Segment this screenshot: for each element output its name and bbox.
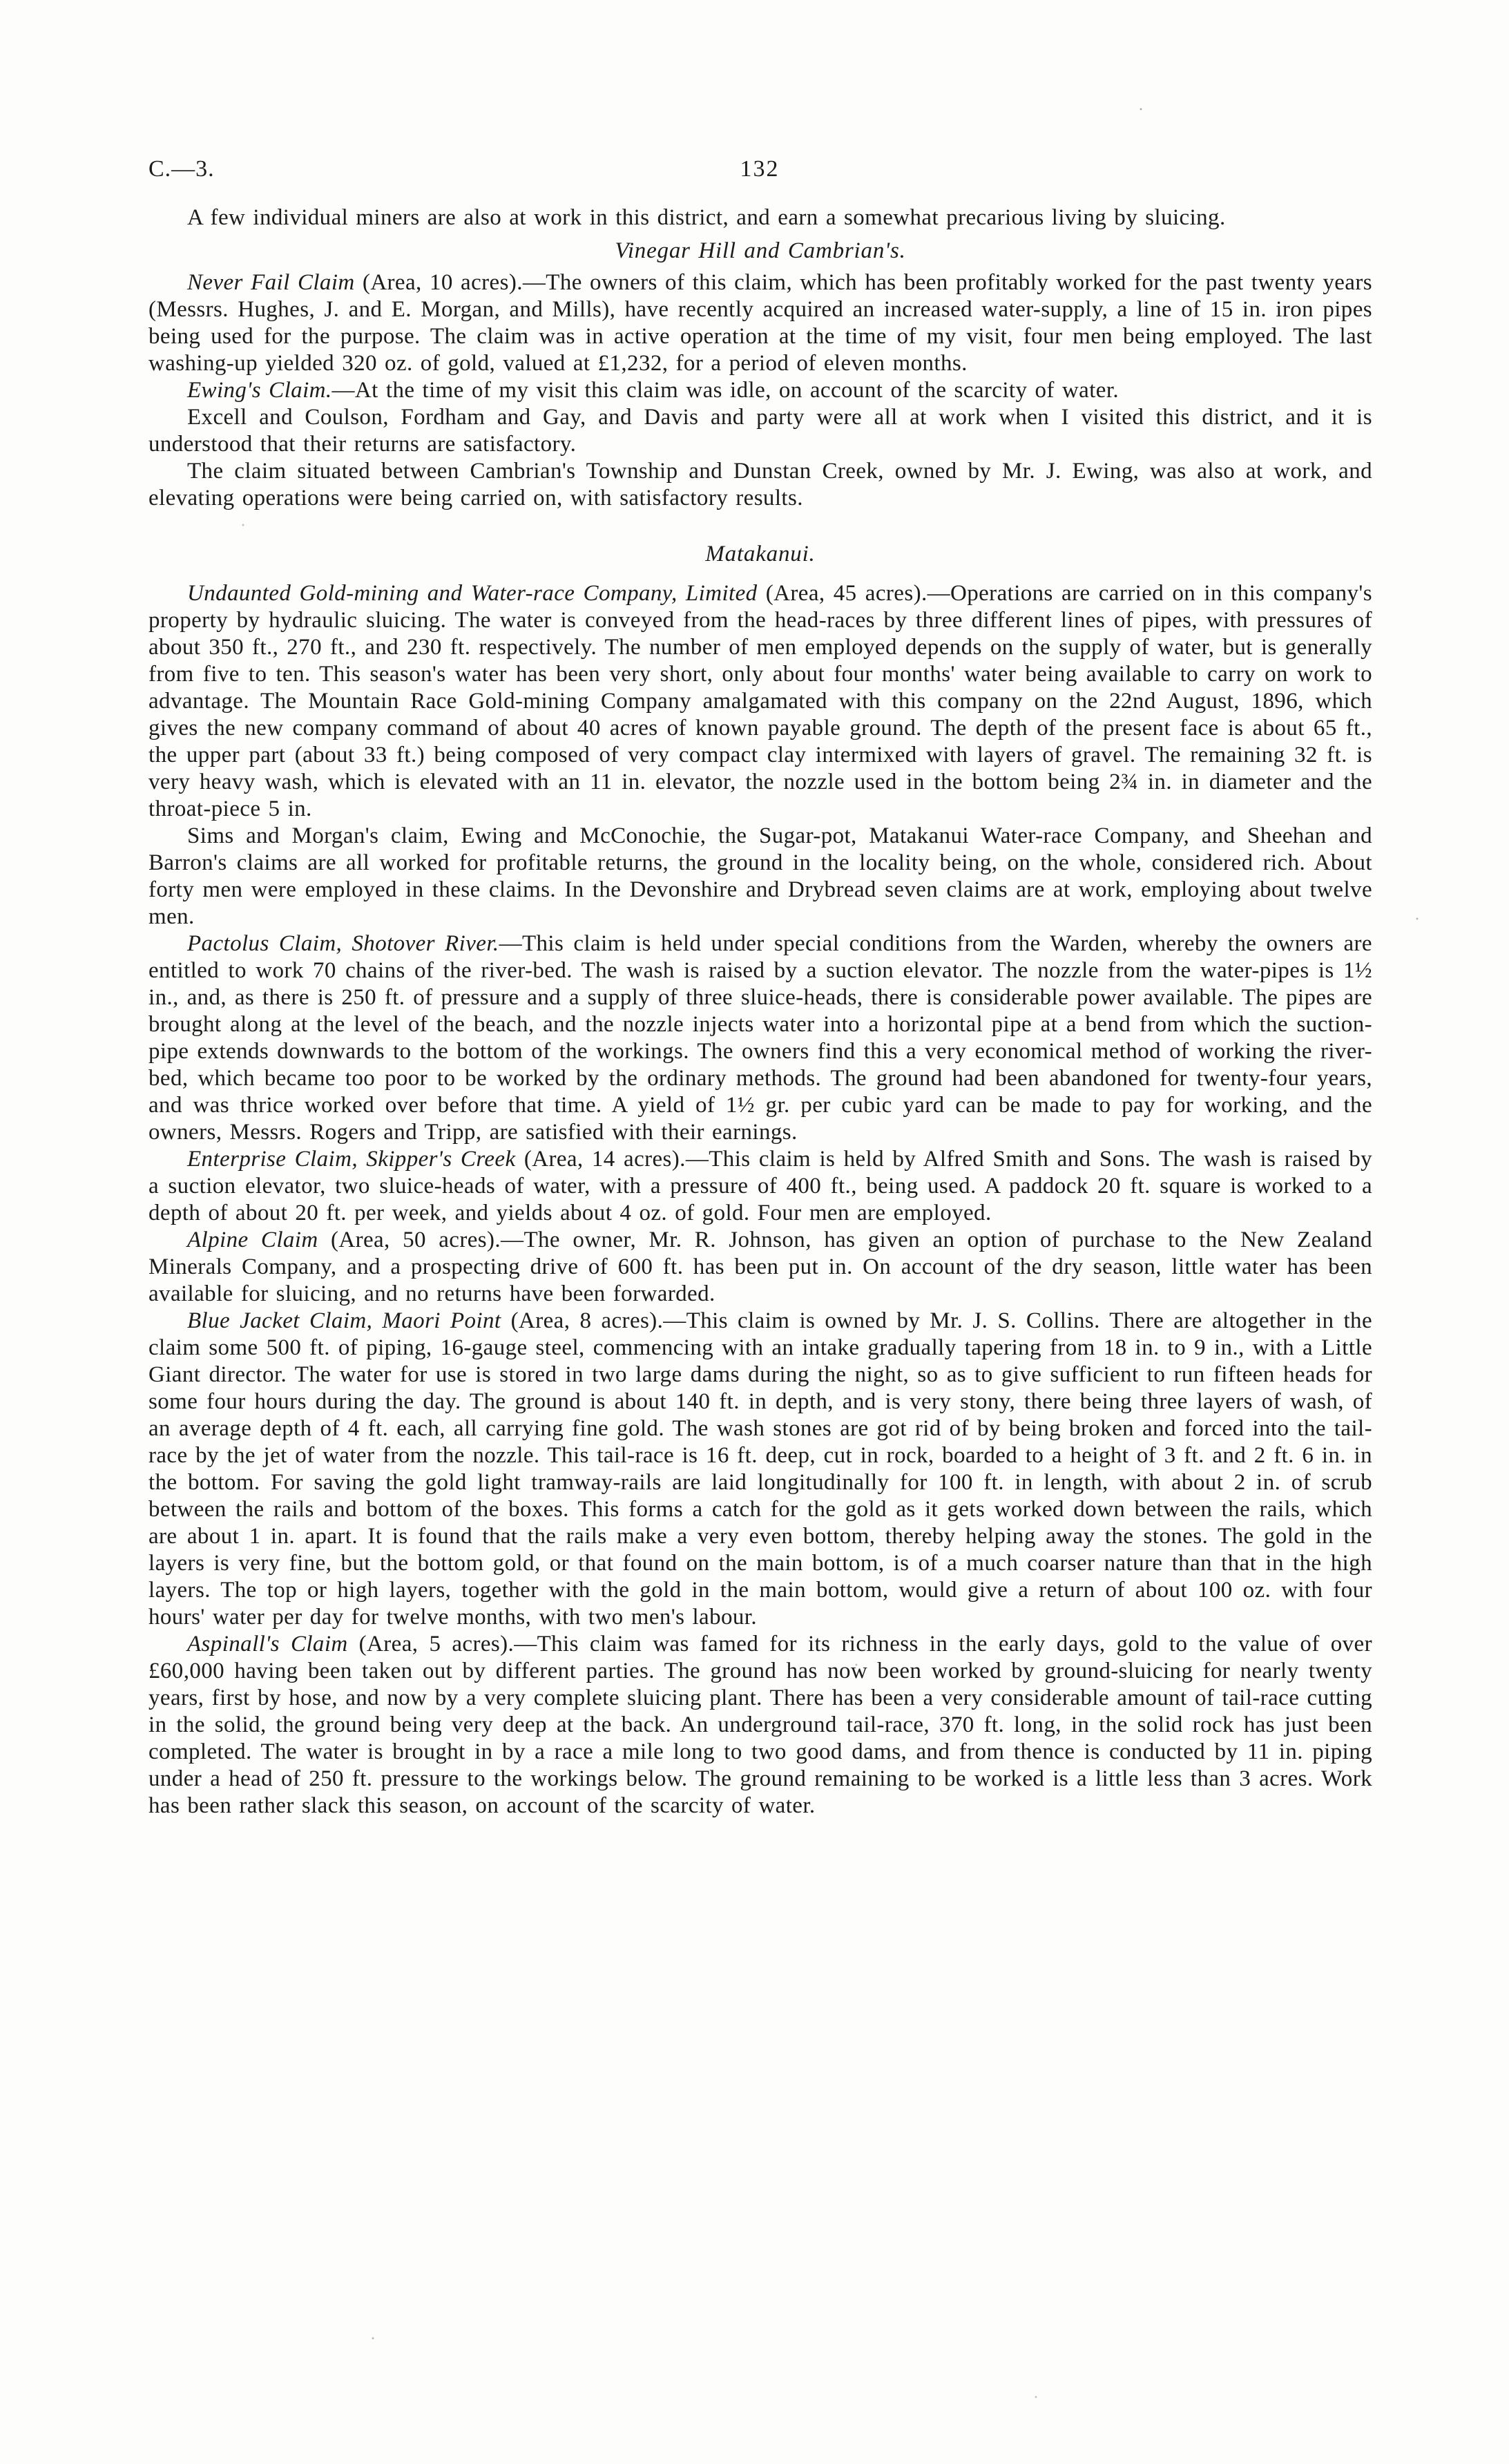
claim-name: Undaunted Gold-mining and Water-race Company, Limited	[187, 581, 758, 606]
paragraph-text: (Area, 5 acres).—This claim was famed for its richness in the early days, gold to the value of over £60,000 having been taken out by different parties. The ground has now been worked by ground-sluicing for nearly twenty years, first by hose, and now by a very complete sluicing plant. There has been a very considerable amount of tail-race cutting in the solid, the ground being very deep at the back. An underground tail-race, 370 ft. long, in the solid rock has just been completed. The water is brought in by a race a mile long to two good dams, and from thence is conducted by 11 in. piping under a head of 250 ft. pressure to the workings below. The ground remaining to be worked is a little less than 3 acres. Work has been rather slack this season, on account of the scarcity of water.	[148, 1632, 1372, 1818]
section-heading: Vinegar Hill and Cambrian's.	[615, 238, 906, 263]
paragraph-text: (Area, 14 acres).—This claim is held by Alfred Smith and Sons. The wash is raised by a suction elevator, two sluice-heads of water, with a pressure of 400 ft., being used. A paddock 20 ft. square is worked to a depth of about 20 ft. per week, and yields about 4 oz. of gold. Four men are employed.	[148, 1147, 1373, 1225]
paragraph-text: The claim situated between Cambrian's Township and Dunstan Creek, owned by Mr. J. Ewing, was also at work, and elevating operations were being carried on, with satisfactory results.	[148, 459, 1372, 510]
paragraph	[148, 404, 1372, 458]
paragraph-text: —At the time of my visit this claim was idle, on account of the scarcity of water.	[331, 378, 1119, 403]
paragraph-text: Excell and Coulson, Fordham and Gay, and Davis and party were all at work when I visited this district, and it is understood that their returns are satisfactory.	[148, 405, 1372, 457]
claim-name: Aspinall's Claim	[187, 1632, 348, 1656]
paragraph-text: A few individual miners are also at work in this district, and earn a somewhat precarious living by sluicing.	[187, 205, 1226, 230]
paragraph	[148, 269, 1372, 377]
paragraph-text: Sims and Morgan's claim, Ewing and McConochie, the Sugar-pot, Matakanui Water-race Company, and Sheehan and Barron's claims are all worked for profitable returns, the ground in the locality being, on the whole, considered rich. About forty men were employed in these claims. In the Devonshire and Drybread seven claims are at work, employing about twelve men.	[148, 823, 1372, 929]
claim-name: Enterprise Claim, Skipper's Creek	[187, 1147, 516, 1172]
document-body	[148, 204, 1372, 1820]
paragraph	[148, 1631, 1372, 1820]
paragraph-text: (Area, 45 acres).—Operations are carried on in this company's property by hydraulic sluicing. The water is conveyed from the head-races by three different lines of pipes, with pressures of about 350 ft., 270 ft., and 230 ft. respectively. The number of men employed depends on the supply of water, but is generally from five to ten. This season's water has been very short, only about four months' water being available to carry on work to advantage. The Mountain Race Gold-mining Company amalgamated with this company on the 22nd August, 1896, which gives the new company command of about 40 acres of known payable ground. The depth of the present face is about 65 ft., the upper part (about 33 ft.) being composed of very compact clay intermixed with layers of gravel. The remaining 32 ft. is very heavy wash, which is elevated with an 11 in. elevator, the nozzle used in the bottom being 2¾ in. in diameter and the throat-piece 5 in.	[148, 581, 1372, 821]
claim-name: Alpine Claim	[187, 1228, 318, 1252]
page-number: 132	[740, 156, 780, 182]
claim-name: Ewing's Claim.	[187, 378, 332, 403]
paragraph	[148, 377, 1372, 404]
paragraph-text: (Area, 10 acres).—The owners of this claim, which has been profitably worked for the past twenty years (Messrs. Hughes, J. and E. Morgan, and Mills), have recently acquired an increased water-supply, a line of 15 in. iron pipes being used for the purpose. The claim was in active operation at the time of my visit, four men being employed. The last washing-up yielded 320 oz. of gold, valued at £1,232, for a period of eleven months.	[148, 270, 1372, 376]
claim-name: Pactolus Claim, Shotover River.	[187, 931, 499, 956]
section-heading: Matakanui.	[705, 542, 816, 566]
paragraph	[148, 580, 1372, 823]
claim-name: Never Fail Claim	[187, 270, 355, 295]
paragraph-text: (Area, 8 acres).—This claim is owned by Mr. J. S. Collins. There are altogether in the claim some 500 ft. of piping, 16-gauge steel, commencing with an intake gradually tapering from 18 in. to 9 in., with a Little Giant director. The water for use is stored in two large dams during the night, so as to give sufficient to run fifteen heads for some four hours during the day. The ground is about 140 ft. in depth, and is very stony, there being three layers of wash, of an average depth of 4 ft. each, all carrying fine gold. The wash stones are got rid of by being broken and forced into the tail-race by the jet of water from the nozzle. This tail-race is 16 ft. deep, cut in rock, boarded to a height of 3 ft. and 2 ft. 6 in. in the bottom. For saving the gold light tramway-rails are laid longitudinally for 100 ft. in length, with about 2 in. of scrub between the rails and bottom of the boxes. This forms a catch for the gold as it gets worked down between the rails, which are about 1 in. apart. It is found that the rails make a very even bottom, thereby helping away the stones. The gold in the layers is very fine, but the bottom gold, or that found on the main bottom, is of a much coarser nature than that in the high layers. The top or high layers, together with the gold in the main bottom, would give a return of about 100 oz. with four hours' water per day for twelve months, with two men's labour.	[148, 1308, 1373, 1630]
paragraph	[148, 458, 1372, 512]
paragraph	[148, 204, 1372, 231]
paragraph	[148, 1146, 1372, 1227]
page-header	[148, 156, 1371, 191]
paragraph-text: —This claim is held under special conditions from the Warden, whereby the owners are entitled to work 70 chains of the river-bed. The wash is raised by a suction elevator. The nozzle from the water-pipes is 1½ in., and, as there is 250 ft. of pressure and a supply of three sluice-heads, there is considerable power available. The pipes are brought along at the level of the beach, and the nozzle injects water into a horizontal pipe at a bend from which the suction-pipe extends downwards to the bottom of the workings. The owners find this a very economical method of working the river-bed, which became too poor to be worked by the ordinary methods. The ground had been abandoned for twenty-four years, and was thrice worked over before that time. A yield of 1½ gr. per cubic yard can be made to pay for working, and the owners, Messrs. Rogers and Tripp, are satisfied with their earnings.	[148, 931, 1372, 1145]
paragraph	[148, 1308, 1372, 1631]
claim-name: Blue Jacket Claim, Maori Point	[187, 1308, 501, 1333]
paragraph	[148, 1227, 1372, 1308]
paragraph-text: (Area, 50 acres).—The owner, Mr. R. Johnson, has given an option of purchase to the New Zealand Minerals Company, and a prospecting drive of 600 ft. has been put in. On account of the dry season, little water has been available for sluicing, and no returns have been forwarded.	[148, 1228, 1372, 1306]
report-code: C.—3.	[148, 156, 215, 182]
paragraph	[148, 823, 1372, 930]
paragraph	[148, 930, 1372, 1146]
